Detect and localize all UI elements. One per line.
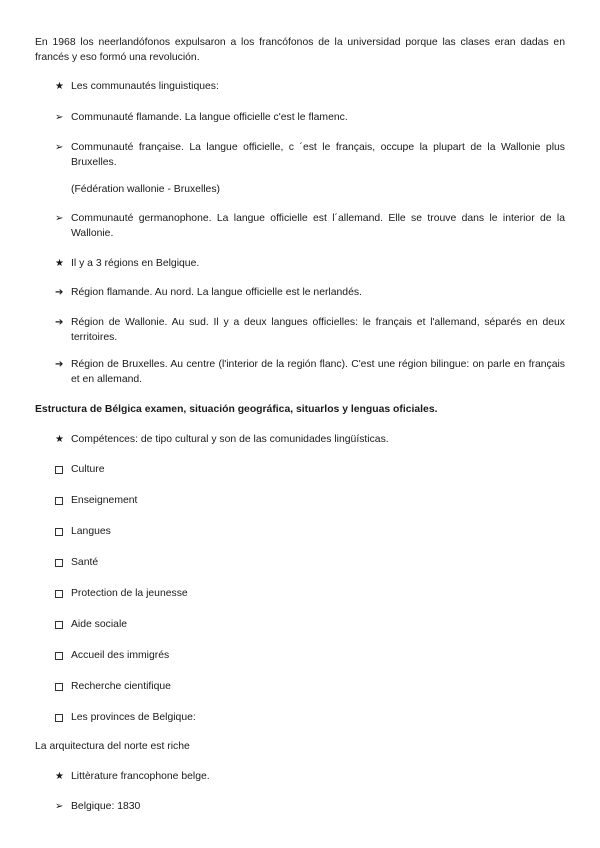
federation-note: (Fédération wallonie - Bruxelles) bbox=[71, 184, 220, 195]
list-item-flamande bbox=[55, 111, 565, 126]
list-item-text: Littèrature francophone belge. bbox=[71, 771, 210, 782]
checkbox-icon[interactable] bbox=[55, 683, 63, 691]
checklist-label: Langues bbox=[71, 526, 111, 537]
checklist-label: Santé bbox=[71, 557, 99, 568]
checklist-item[interactable] bbox=[55, 618, 565, 633]
star-bullet-icon: ★ bbox=[55, 434, 64, 445]
checklist-label: Accueil des immigrés bbox=[71, 650, 170, 661]
checklist-item[interactable] bbox=[55, 649, 565, 664]
arrowhead-bullet-icon: ➢ bbox=[55, 142, 64, 153]
list-item-text: Communauté française. La langue officielle, c ´est le français, occupe la plupart de la Wallonie plus Bruxelles. bbox=[71, 142, 565, 168]
checklist-item[interactable] bbox=[55, 556, 565, 571]
checklist-label: Aide sociale bbox=[71, 619, 128, 630]
list-item-text: Région de Wallonie. Au sud. Il y a deux langues officielles: le français et l'allemand, séparés en deux territoires. bbox=[71, 317, 565, 343]
checklist-label: Enseignement bbox=[71, 495, 138, 506]
intro-paragraph: En 1968 los neerlandófonos expulsaron a los francófonos de la universidad porque las clases eran dadas en francés y eso formó una revolución. bbox=[35, 37, 565, 63]
list-item-germanophone bbox=[55, 212, 565, 241]
list-item-text: Communauté germanophone. La langue officielle est l´allemand. Elle se trouve dans le interior de la Wallonie. bbox=[71, 213, 565, 239]
list-item-text: Belgique: 1830 bbox=[71, 801, 141, 812]
checklist-label: Culture bbox=[71, 464, 105, 475]
checklist-item[interactable] bbox=[55, 463, 565, 478]
checkbox-icon[interactable] bbox=[55, 466, 63, 474]
star-bullet-icon: ★ bbox=[55, 81, 64, 92]
arrowhead-bullet-icon: ➢ bbox=[55, 801, 64, 812]
checklist-item[interactable] bbox=[55, 587, 565, 602]
checkbox-icon[interactable] bbox=[55, 714, 63, 722]
list-item-text: Région de Bruxelles. Au centre (l'interior de la región flanc). C'est une région bilingue: on parle en français et en allemand. bbox=[71, 359, 565, 385]
checkbox-icon[interactable] bbox=[55, 559, 63, 567]
section-heading: Estructura de Bélgica examen, situación geográfica, situarlos y lenguas oficiales. bbox=[35, 404, 438, 415]
list-item-region-wallonie bbox=[55, 316, 565, 345]
list-item-regions bbox=[55, 257, 565, 272]
checklist-item[interactable] bbox=[55, 711, 565, 726]
list-item-region-flamande bbox=[55, 286, 565, 301]
arrowhead-bullet-icon: ➢ bbox=[55, 213, 64, 224]
list-item-text: Les communautés linguistiques: bbox=[71, 81, 219, 92]
star-bullet-icon: ★ bbox=[55, 771, 64, 782]
checkbox-icon[interactable] bbox=[55, 652, 63, 660]
checklist-label: Recherche cientifique bbox=[71, 681, 171, 692]
star-bullet-icon: ★ bbox=[55, 258, 64, 269]
list-item-communautes bbox=[55, 80, 565, 95]
checklist-item[interactable] bbox=[55, 680, 565, 695]
list-item-region-bruxelles bbox=[55, 358, 565, 387]
list-item-competences bbox=[55, 433, 565, 448]
arrowhead-bullet-icon: ➢ bbox=[55, 112, 64, 123]
list-item-text: Compétences: de tipo cultural y son de las comunidades lingüísticas. bbox=[71, 434, 389, 445]
checkbox-icon[interactable] bbox=[55, 528, 63, 536]
list-item-text: Région flamande. Au nord. La langue officielle est le nerlandés. bbox=[71, 287, 362, 298]
checklist-label: Les provinces de Belgique: bbox=[71, 712, 196, 723]
checkbox-icon[interactable] bbox=[55, 497, 63, 505]
architecture-paragraph: La arquitectura del norte est riche bbox=[35, 741, 190, 752]
list-item-text: Il y a 3 régions en Belgique. bbox=[71, 258, 200, 269]
checklist-item[interactable] bbox=[55, 525, 565, 540]
checklist-item[interactable] bbox=[55, 494, 565, 509]
arrow-bullet-icon: ➔ bbox=[55, 359, 64, 370]
arrow-bullet-icon: ➔ bbox=[55, 317, 64, 328]
checkbox-icon[interactable] bbox=[55, 590, 63, 598]
list-item-litterature bbox=[55, 770, 565, 785]
list-item-francaise bbox=[55, 141, 565, 170]
list-item-text: Communauté flamande. La langue officielle c'est le flamenc. bbox=[71, 112, 348, 123]
checklist-label: Protection de la jeunesse bbox=[71, 588, 188, 599]
arrow-bullet-icon: ➔ bbox=[55, 287, 64, 298]
list-item-belgique-1830 bbox=[55, 800, 565, 815]
checkbox-icon[interactable] bbox=[55, 621, 63, 629]
